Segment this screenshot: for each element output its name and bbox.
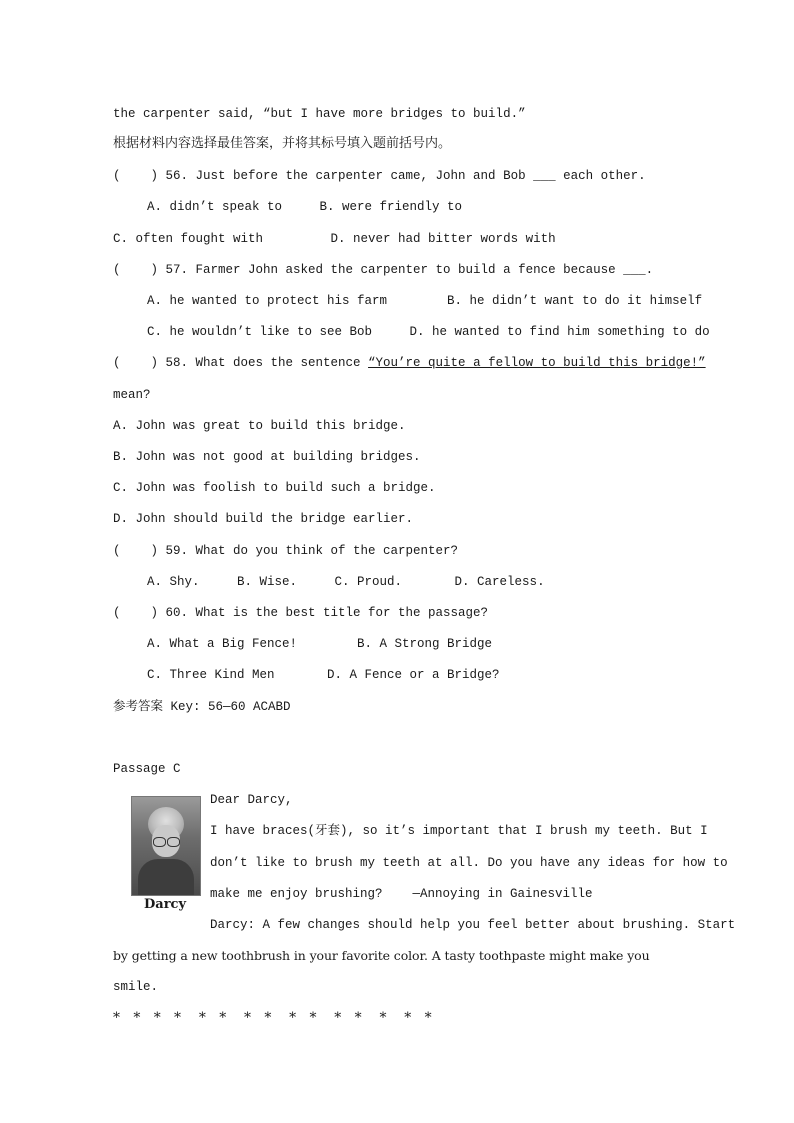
options-60-ab: A. What a Big Fence! B. A Strong Bridge bbox=[147, 637, 493, 651]
letter-line: I have braces(牙套), so it’s important that I brush my teeth. But I bbox=[210, 824, 708, 838]
reply-line: smile. bbox=[113, 980, 159, 994]
instruction: 根据材料内容选择最佳答案，并将其标号填入题前括号内。 bbox=[113, 136, 452, 151]
letter-greeting: Dear Darcy, bbox=[210, 793, 293, 807]
reply-line: by getting a new toothbrush in your favorite color. A tasty toothpaste might make you bbox=[113, 948, 650, 963]
photo-caption: Darcy bbox=[144, 897, 187, 912]
answer-key: 参考答案 Key: 56—60 ACABD bbox=[113, 700, 291, 714]
darcy-photo bbox=[131, 796, 201, 896]
options-60-cd: C. Three Kind Men D. A Fence or a Bridge? bbox=[147, 668, 500, 682]
question-58-text: ( ) 58. What does the sentence bbox=[113, 356, 369, 370]
question-58-quote: “You’re quite a fellow to build this bridge!” bbox=[368, 356, 706, 370]
text-line: the carpenter said, “but I have more bridges to build.” bbox=[113, 107, 526, 121]
letter-line: don’t like to brush my teeth at all. Do you have any ideas for how to bbox=[210, 856, 728, 870]
question-60: ( ) 60. What is the best title for the passage? bbox=[113, 606, 489, 620]
options-57-ab: A. he wanted to protect his farm B. he didn’t want to do it himself bbox=[147, 294, 703, 308]
options-57-cd: C. he wouldn’t like to see Bob D. he wanted to find him something to do bbox=[147, 325, 710, 339]
question-56: ( ) 56. Just before the carpenter came, John and Bob ___ each other. bbox=[113, 169, 646, 183]
question-58-cont: mean? bbox=[113, 388, 151, 402]
reply-line: Darcy: A few changes should help you feel better about brushing. Start bbox=[210, 918, 736, 932]
option-58-c: C. John was foolish to build such a bridge. bbox=[113, 481, 436, 495]
letter-line: make me enjoy brushing? —Annoying in Gainesville bbox=[210, 887, 593, 901]
question-57: ( ) 57. Farmer John asked the carpenter to build a fence because ___. bbox=[113, 263, 654, 277]
option-58-d: D. John should build the bridge earlier. bbox=[113, 512, 414, 526]
passage-heading: Passage C bbox=[113, 762, 181, 776]
options-56-cd: C. often fought with D. never had bitter words with bbox=[113, 232, 556, 246]
question-58 bbox=[113, 355, 706, 371]
question-59: ( ) 59. What do you think of the carpenter? bbox=[113, 544, 459, 558]
options-56-ab: A. didn’t speak to B. were friendly to bbox=[147, 200, 463, 214]
separator-stars: * * * * * * * * * * * * * * * bbox=[113, 1010, 432, 1026]
option-58-a: A. John was great to build this bridge. bbox=[113, 419, 406, 433]
option-58-b: B. John was not good at building bridges. bbox=[113, 450, 421, 464]
options-59: A. Shy. B. Wise. C. Proud. D. Careless. bbox=[147, 575, 545, 589]
